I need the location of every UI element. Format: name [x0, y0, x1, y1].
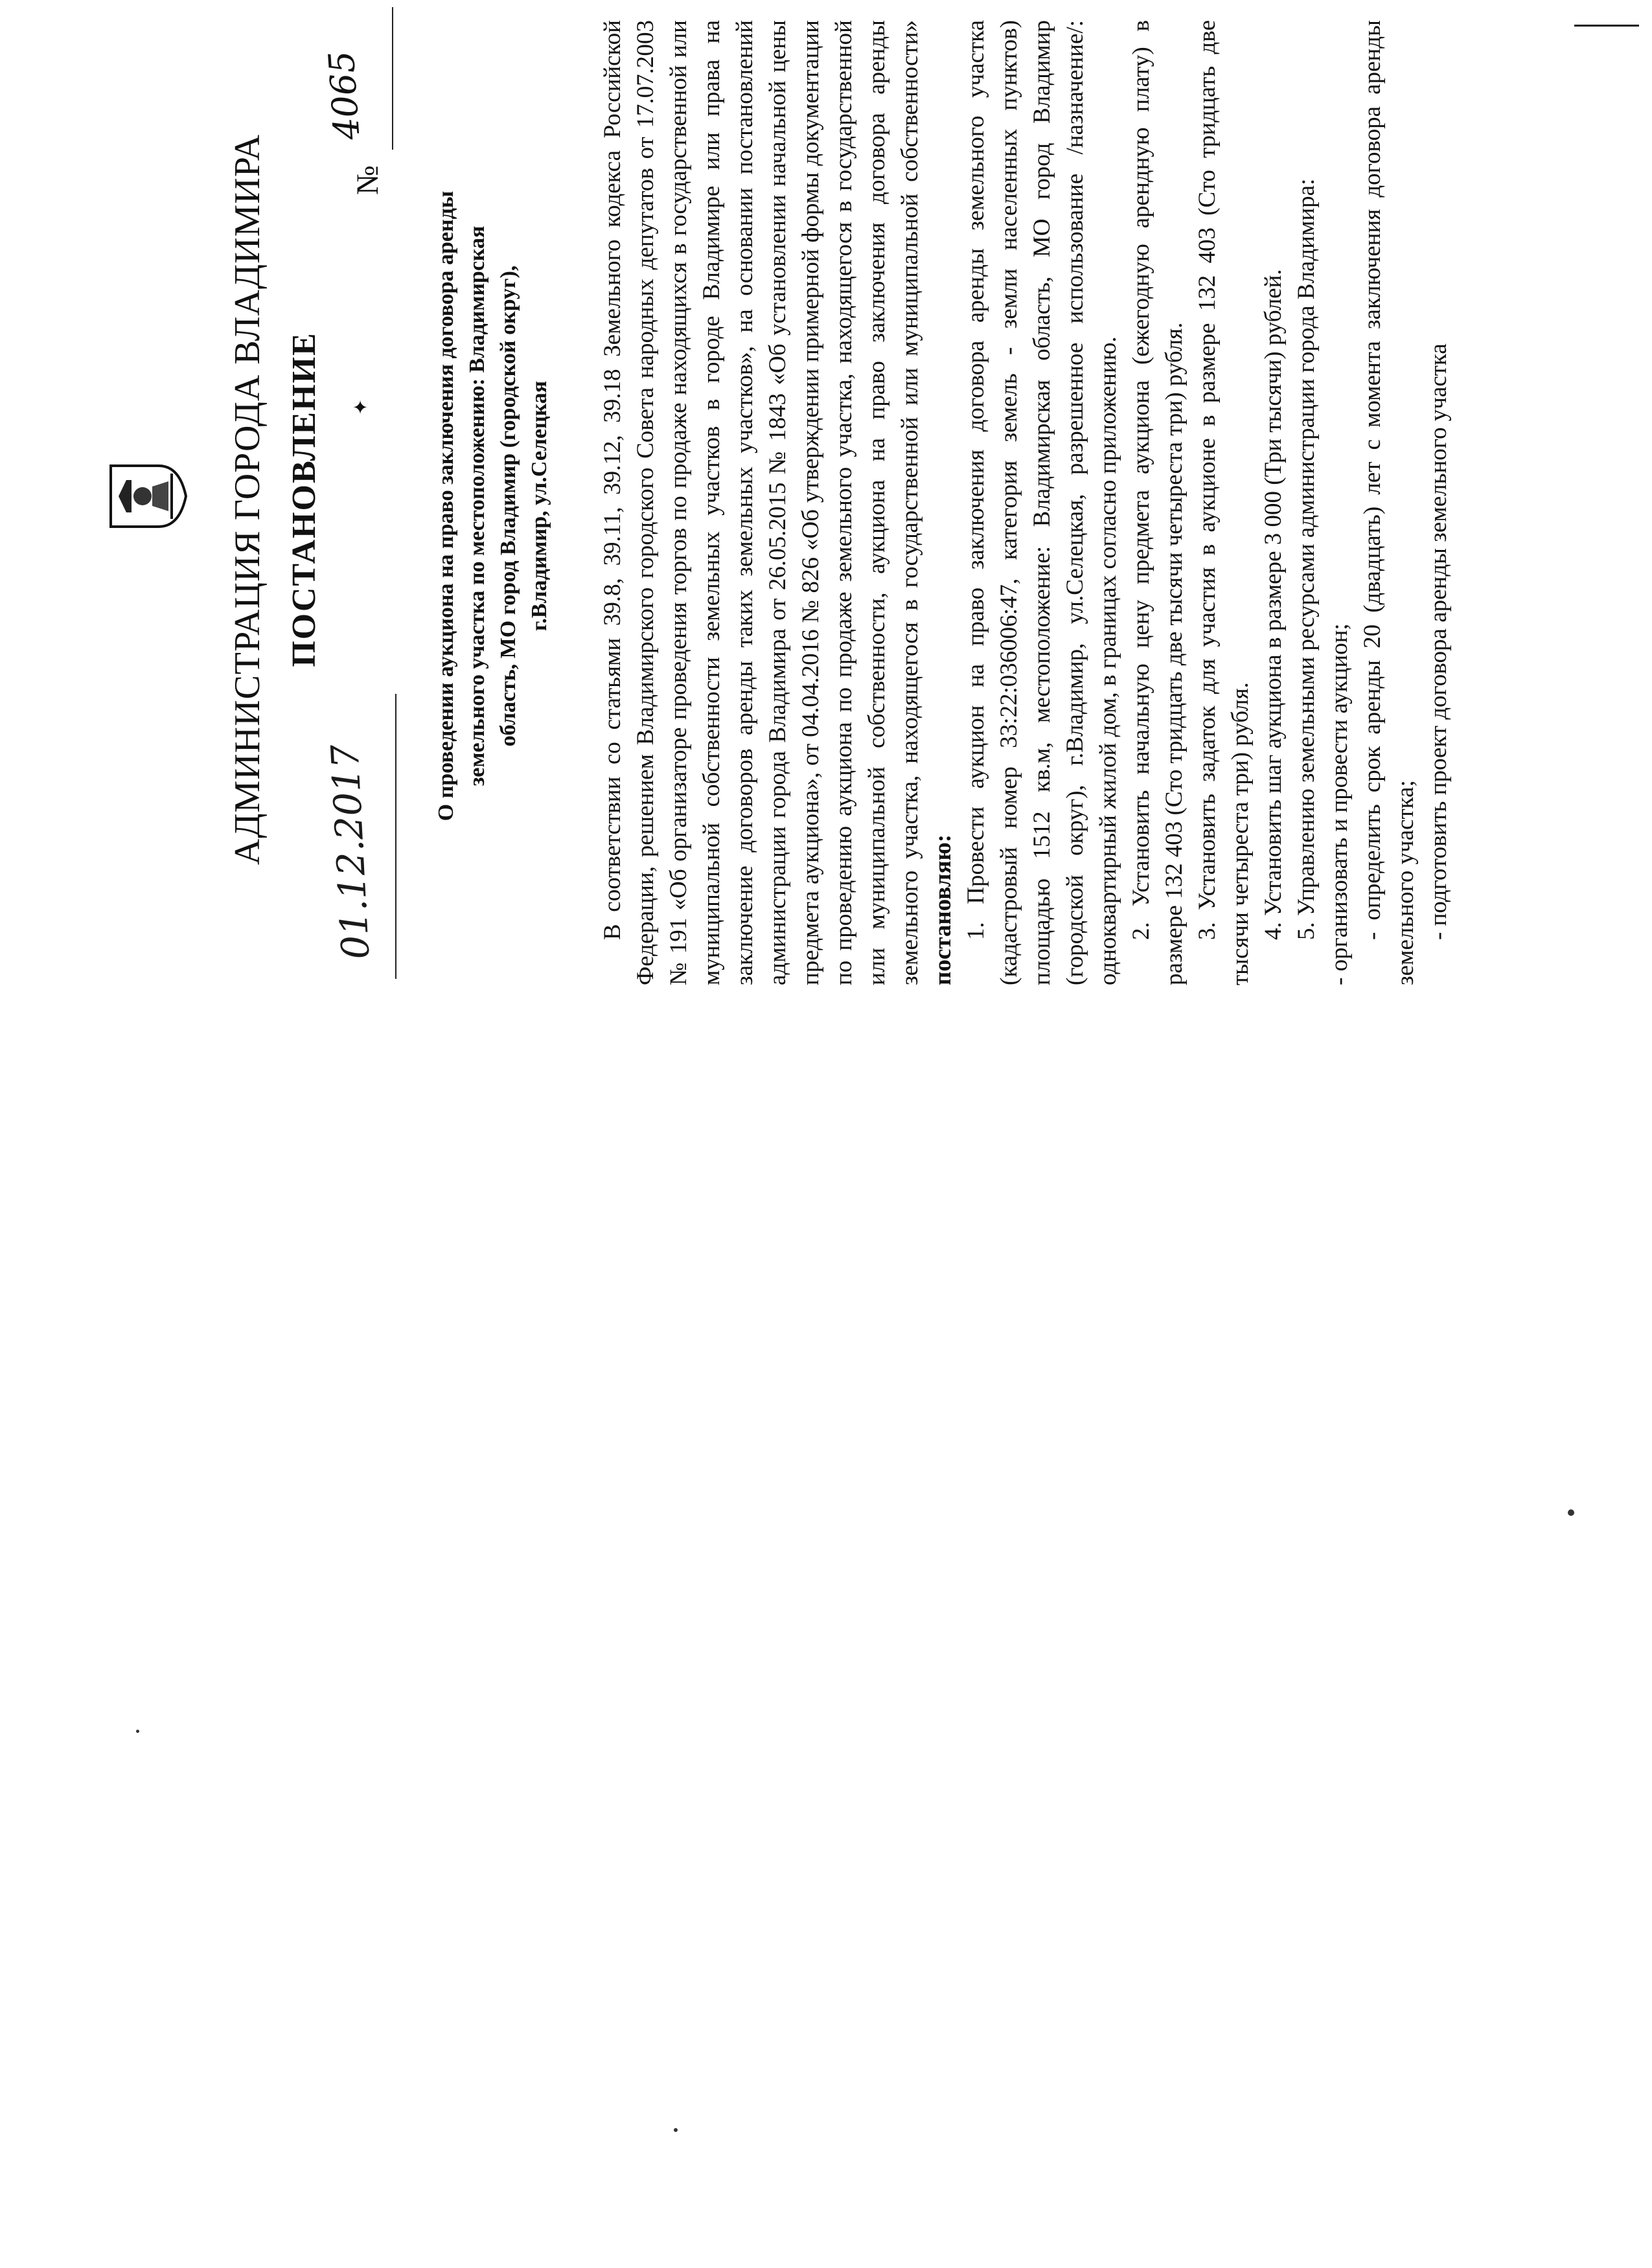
document-subject: [431, 130, 555, 882]
item-5c: - подготовить проект договора аренды земельного участка: [1425, 343, 1452, 940]
subject-line: земельного участка по местоположению: Владимирская: [465, 225, 489, 786]
item-5b: - определить срок аренды 20 (двадцать) лет с момента заключения договора аренды земельного участка;: [1359, 20, 1419, 985]
preamble-text: В соответствии со статьями 39.8, 39.11, 39.12, 39.18 Земельного кодекса Российской Федерации, решением Владимирского городского Совета народных депутатов от 17.07.2003 № 191 «Об организаторе проведения торгов по продаже находящихся в государственной или муниципальной собственности земельных участков в городе Владимире или права на заключение договоров аренды таких земельных участков», на основании постановлений администрации города Владимира от 26.05.2015 № 1843 «Об установлении начальной цены предмета аукциона», от 04.04.2016 № 826 «Об утверждении примерной формы документации по проведению аукциона по продаже земельного участка, находящегося в государственной или муниципальной собственности, аукциона на право заключения договора аренды земельного участка, находящегося в государственной или муниципальной собственности»: [599, 20, 923, 985]
item-2: 2. Установить начальную цену предмета аукциона (ежегодную арендную плату) в размере 132 403 (Сто тридцать две тысячи четыреста три) рубля.: [1128, 20, 1187, 985]
scan-edge-mark: [1574, 0, 1639, 27]
resolution-keyword: постановляю:: [930, 834, 956, 985]
item-4: 4. Установить шаг аукциона в размере 3 000 (Три тысячи) рублей.: [1260, 269, 1287, 940]
document-body: [596, 20, 1455, 985]
document-type-heading: ПОСТАНОВЛЕНИЕ: [286, 332, 323, 667]
decorative-mark: ✦: [350, 398, 372, 415]
number-label: №: [350, 165, 385, 195]
document-date: 01.12.2017: [323, 743, 378, 961]
subject-line: г.Владимир, ул.Селецкая: [527, 380, 551, 632]
scan-speck: [674, 2128, 678, 2132]
coat-of-arms-icon: [107, 461, 188, 532]
scan-speck: [1568, 1509, 1574, 1516]
item-5: 5. Управлению земельными ресурсами администрации города Владимира:: [1293, 178, 1320, 940]
subject-line: область, МО город Владимир (городской округ),: [496, 265, 520, 747]
item-3: 3. Установить задаток для участия в аукционе в размере 132 403 (Сто тридцать две тысячи четыреста три) рубля.: [1194, 20, 1254, 985]
item-5a: - организовать и провести аукцион;: [1326, 623, 1353, 985]
scan-speck: [136, 1730, 139, 1733]
administration-title: АДМИНИСТРАЦИЯ ГОРОДА ВЛАДИМИРА: [227, 133, 268, 865]
document-number: 4065: [321, 49, 368, 142]
subject-line: О проведении аукциона на право заключения договора аренды: [434, 190, 458, 821]
preamble-paragraph: [596, 20, 959, 985]
item-1: 1. Провести аукцион на право заключения договора аренды земельного участка (кадастровый номер 33:22:036006:47, категория земель - земли населенных пунктов) площадью 1512 кв.м, местоположение: Владимирская область, МО город Владимир (городской округ), г.Владимир, ул.Селецкая, разрешенное использование /назначение/: одноквартирный жилой дом, в границах согласно приложению.: [963, 20, 1121, 985]
